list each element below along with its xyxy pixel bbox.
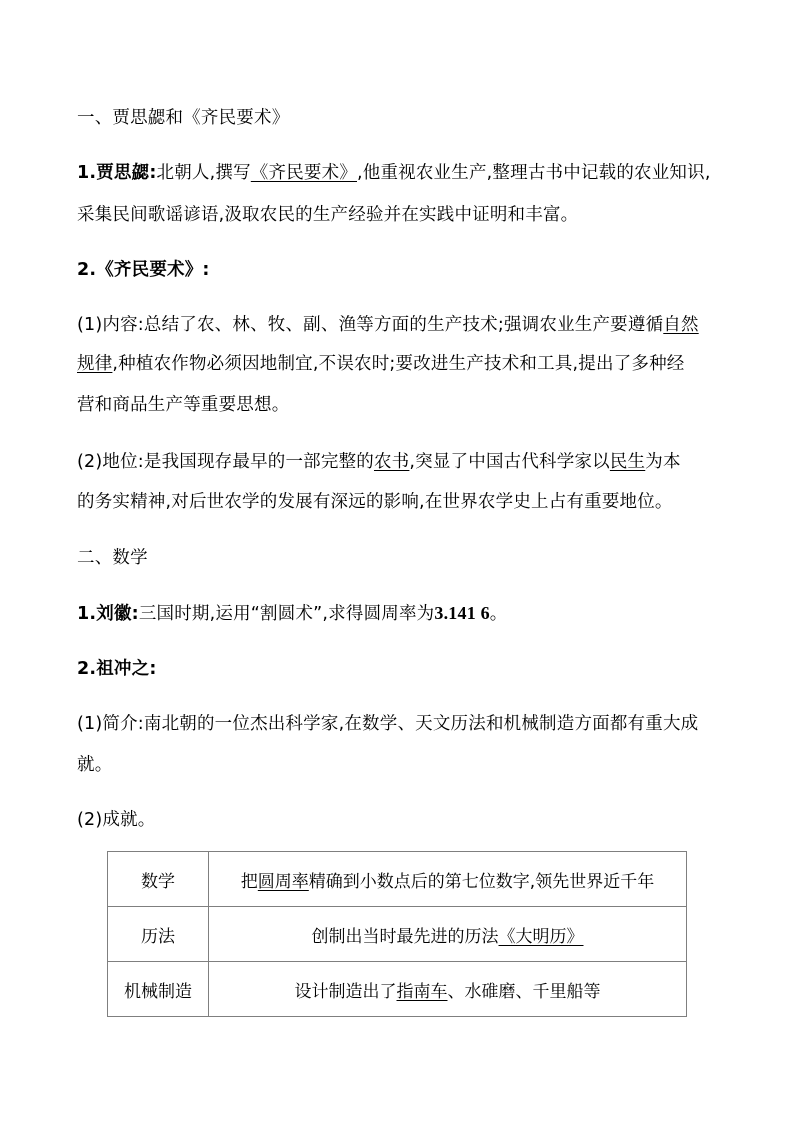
paragraph-text: 。	[489, 604, 508, 624]
section-heading-text: 二、数学	[77, 548, 148, 568]
section-heading-text: 一、贾思勰和《齐民要术》	[77, 108, 290, 128]
paragraph-text: ,他重视农业生产,整理古书中记载的农业知识,	[357, 163, 711, 183]
paragraph-status-line1	[77, 450, 681, 474]
cell-text: 把	[240, 871, 258, 892]
underlined-term: 自然	[663, 315, 699, 335]
paragraph-text: 的务实精神,对后世农学的发展有深远的影响,在世界农学史上占有重要地位。	[77, 492, 673, 512]
underlined-term: 《大明历》	[498, 926, 584, 947]
table-row	[108, 962, 687, 1017]
section-heading-jia-sixie	[77, 106, 289, 130]
book-title-underlined: 《齐民要术》	[250, 163, 357, 183]
table-cell-description	[209, 962, 687, 1017]
paragraph-content-line2	[77, 352, 685, 376]
table-cell-field: 历法	[108, 907, 209, 962]
table-cell-description	[209, 907, 687, 962]
paragraph-text: (1)内容:总结了农、林、牧、副、渔等方面的生产技术;强调农业生产要遵循	[77, 315, 664, 335]
achievements-table	[107, 851, 687, 1017]
table-row	[108, 852, 687, 907]
paragraph-text: ,种植农作物必须因地制宜,不误农时;要改进生产技术和工具,提出了多种经	[112, 354, 685, 374]
cell-text: 设计制造出了	[294, 981, 397, 1002]
underlined-term: 规律	[77, 354, 113, 374]
underlined-term: 指南车	[396, 981, 448, 1002]
table-cell-field: 数学	[108, 852, 209, 907]
pi-value: 3.141 6	[434, 603, 490, 623]
paragraph-intro-line2	[77, 753, 112, 777]
subheading-zu-chongzhi	[77, 657, 157, 681]
paragraph-label: 1.刘徽:	[77, 604, 139, 624]
cell-text: 、水碓磨、千里船等	[447, 981, 601, 1002]
paragraph-status-line2	[77, 490, 673, 514]
paragraph-content-line1	[77, 313, 699, 337]
table-row	[108, 907, 687, 962]
paragraph-achievements	[77, 808, 156, 832]
paragraph-text: 就。	[77, 755, 113, 775]
underlined-term: 民生	[609, 452, 646, 472]
cell-text: 精确到小数点后的第七位数字,领先世界近千年	[308, 871, 655, 892]
table-cell-description	[209, 852, 687, 907]
paragraph-label: 1.贾思勰:	[77, 163, 157, 183]
subheading-qimin-yaoshu	[77, 258, 210, 282]
underlined-term: 圆周率	[257, 871, 309, 892]
paragraph-intro-line1	[77, 712, 698, 736]
paragraph-text: 营和商品生产等重要思想。	[77, 395, 290, 415]
paragraph-text: ,突显了中国古代科学家以	[409, 452, 610, 472]
underlined-term: 农书	[373, 452, 410, 472]
cell-text: 创制出当时最先进的历法	[311, 926, 499, 947]
section-heading-math	[77, 546, 148, 570]
paragraph-text: 为本	[645, 452, 681, 472]
paragraph-text: 三国时期,运用“割圆术”,求得圆周率为	[138, 604, 435, 624]
paragraph-liu-hui	[77, 601, 508, 626]
paragraph-text: (2)成就。	[77, 810, 156, 830]
paragraph-text: (1)简介:南北朝的一位杰出科学家,在数学、天文历法和机械制造方面都有重大成	[77, 714, 699, 734]
paragraph-content-line3	[77, 393, 289, 417]
paragraph-jia-sixie-line1	[77, 161, 711, 185]
paragraph-text: 北朝人,撰写	[156, 163, 251, 183]
paragraph-text: (2)地位:是我国现存最早的一部完整的	[77, 452, 374, 472]
paragraph-text: 采集民间歌谣谚语,汲取农民的生产经验并在实践中证明和丰富。	[77, 205, 579, 225]
subheading-label: 2.祖冲之:	[77, 659, 157, 679]
paragraph-jia-sixie-line2	[77, 203, 578, 227]
table-cell-field: 机械制造	[108, 962, 209, 1017]
subheading-label: 2.《齐民要术》:	[77, 260, 210, 280]
